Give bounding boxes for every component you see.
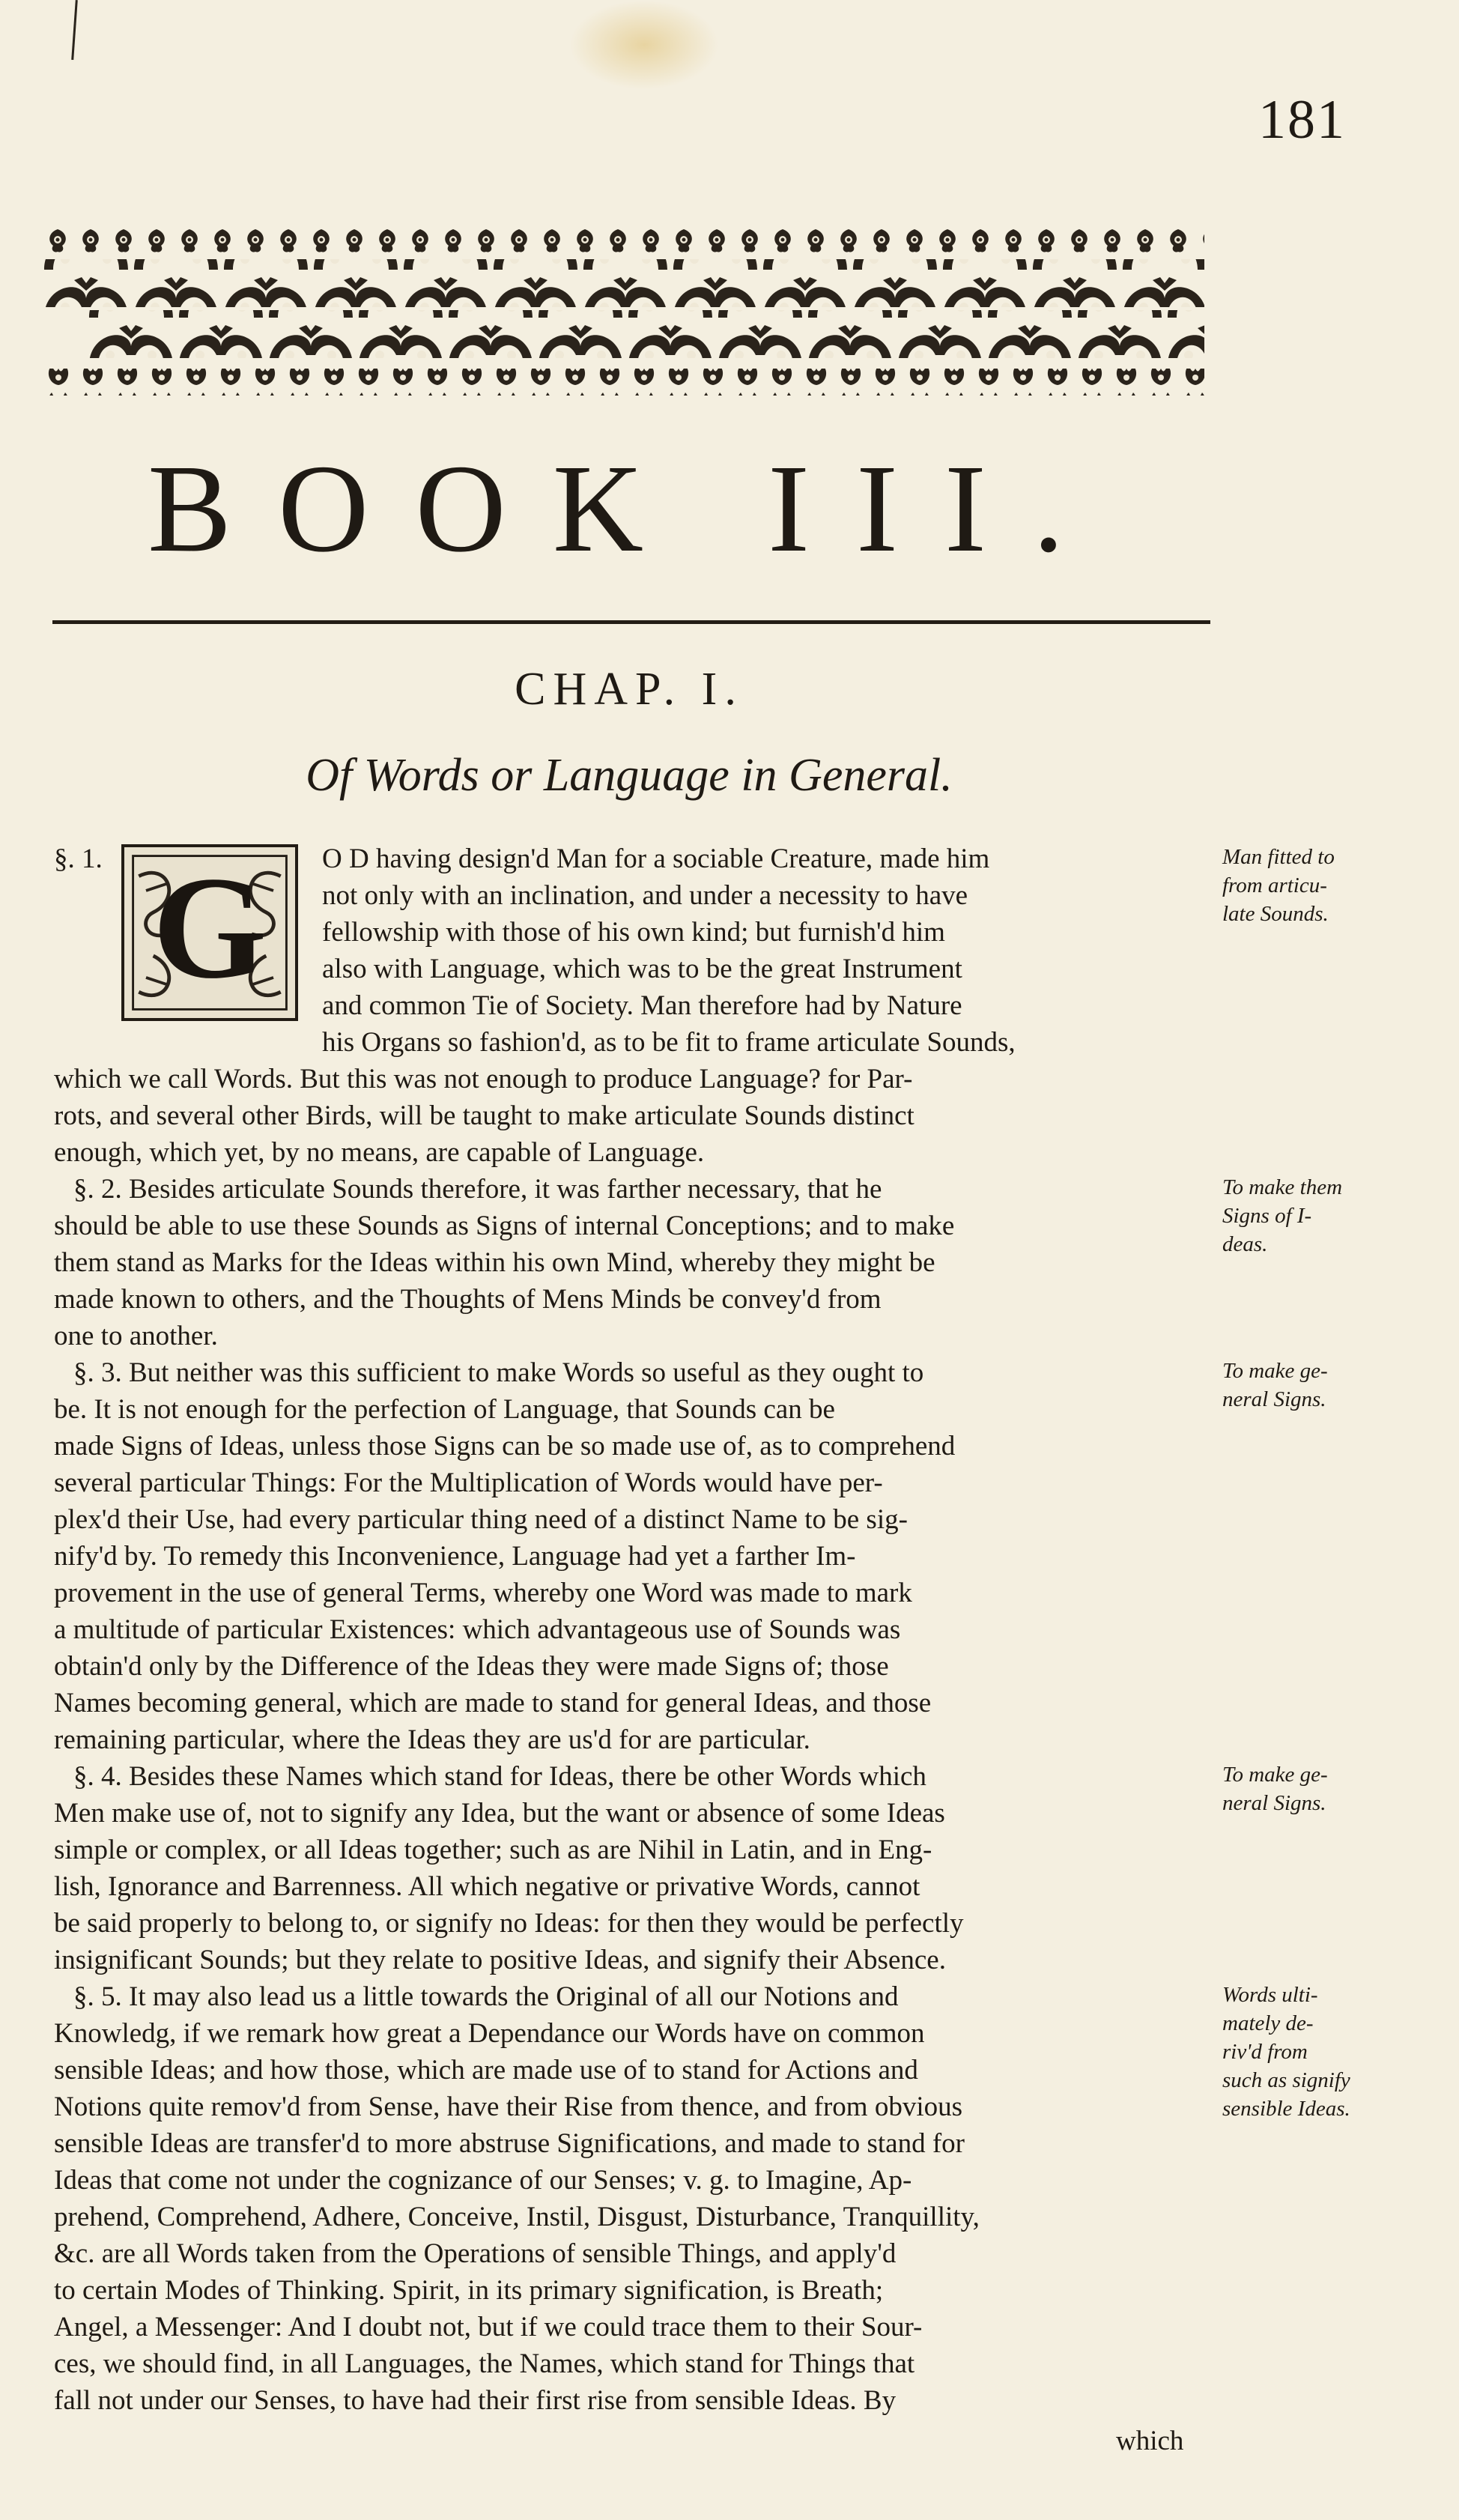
headpiece-ornament <box>41 226 1204 405</box>
margin-note-line: Signs of I- <box>1222 1204 1312 1228</box>
body-line: them stand as Marks for the Ideas within his own Mind, whereby they might be <box>54 1247 935 1278</box>
margin-note-line: late Sounds. <box>1222 902 1329 926</box>
body-line: which we call Words. But this was not enough to produce Language? for Par- <box>54 1064 913 1094</box>
body-line: ces, we should find, in all Languages, the Names, which stand for Things that <box>54 2348 915 2379</box>
body-line: which <box>1116 2426 1184 2456</box>
body-line: prehend, Comprehend, Adhere, Conceive, Instil, Disgust, Disturbance, Tranquillity, <box>54 2202 980 2232</box>
margin-note-line: To make ge- <box>1222 1359 1328 1383</box>
body-line: §. 1. <box>54 843 103 874</box>
drop-cap-initial <box>121 844 298 1021</box>
body-line: several particular Things: For the Multiplication of Words would have per- <box>54 1468 883 1498</box>
margin-note-line: from articu- <box>1222 873 1327 897</box>
margin-note-line: Man fitted to <box>1222 845 1335 869</box>
body-line: Knowledg, if we remark how great a Dependance our Words have on common <box>54 2018 925 2049</box>
margin-note-line: such as signify <box>1222 2068 1350 2092</box>
paper-stain <box>569 0 719 90</box>
body-line: simple or complex, or all Ideas together; such as are Nihil in Latin, and in Eng- <box>54 1835 932 1865</box>
margin-note-line: Words ulti- <box>1222 1983 1318 2007</box>
body-line: and common Tie of Society. Man therefore had by Nature <box>322 990 962 1021</box>
body-line: remaining particular, where the Ideas they are us'd for are particular. <box>54 1724 810 1755</box>
body-line: insignificant Sounds; but they relate to positive Ideas, and signify their Absence. <box>54 1945 946 1975</box>
body-line: plex'd their Use, had every particular thing need of a distinct Name to be sig- <box>54 1504 908 1535</box>
body-line: sensible Ideas are transfer'd to more abstruse Significations, and made to stand for <box>54 2128 965 2159</box>
body-line: his Organs so fashion'd, as to be fit to frame articulate Sounds, <box>322 1027 1016 1058</box>
body-line: one to another. <box>54 1321 218 1351</box>
margin-note-line: sensible Ideas. <box>1222 2097 1350 2121</box>
chapter-heading: CHAP. I. <box>515 664 744 715</box>
body-line: §. 4. Besides these Names which stand for Ideas, there be other Words which <box>73 1761 926 1792</box>
body-line: §. 3. But neither was this sufficient to make Words so useful as they ought to <box>73 1357 924 1388</box>
pen-mark <box>71 0 78 60</box>
body-line: a multitude of particular Existences: which advantageous use of Sounds was <box>54 1614 901 1645</box>
body-line: obtain'd only by the Difference of the Ideas they were made Signs of; those <box>54 1651 889 1682</box>
body-line: Angel, a Messenger: And I doubt not, but if we could trace them to their Sour- <box>54 2312 923 2342</box>
title-rule <box>52 620 1210 624</box>
drop-cap-letter: G <box>152 846 267 1009</box>
body-line: made known to others, and the Thoughts of Mens Minds be convey'd from <box>54 1284 882 1315</box>
book-title: BOOK III. <box>148 439 1111 578</box>
margin-note-line: neral Signs. <box>1222 1387 1326 1411</box>
body-line: §. 5. It may also lead us a little towards the Original of all our Notions and <box>73 1981 899 2012</box>
body-line: to certain Modes of Thinking. Spirit, in its primary signification, is Breath; <box>54 2275 884 2306</box>
body-line: fall not under our Senses, to have had their first rise from sensible Ideas. By <box>54 2385 897 2416</box>
body-line: nify'd by. To remedy this Inconvenience, Language had yet a farther Im- <box>54 1541 856 1572</box>
body-line: also with Language, which was to be the great Instrument <box>322 954 962 984</box>
chapter-title: Of Words or Language in General. <box>306 750 953 801</box>
body-line: Ideas that come not under the cognizance of our Senses; v. g. to Imagine, Ap- <box>54 2165 912 2196</box>
body-line: should be able to use these Sounds as Signs of internal Conceptions; and to make <box>54 1211 955 1241</box>
margin-note-line: To make them <box>1222 1175 1343 1199</box>
body-line: Men make use of, not to signify any Idea, but the want or absence of some Ideas <box>54 1798 945 1829</box>
body-line: Notions quite remov'd from Sense, have their Rise from thence, and from obvious <box>54 2092 963 2122</box>
body-line: &c. are all Words taken from the Operations of sensible Things, and apply'd <box>54 2238 897 2269</box>
body-line: lish, Ignorance and Barrenness. All which negative or privative Words, cannot <box>54 1871 920 1902</box>
body-line: be. It is not enough for the perfection of Language, that Sounds can be <box>54 1394 835 1425</box>
margin-note-line: mately de- <box>1222 2011 1314 2035</box>
body-line: not only with an inclination, and under a necessity to have <box>322 880 968 911</box>
margin-note-line: riv'd from <box>1222 2040 1308 2064</box>
body-line: sensible Ideas; and how those, which are made use of to stand for Actions and <box>54 2055 918 2086</box>
body-line: provement in the use of general Terms, whereby one Word was made to mark <box>54 1578 912 1608</box>
page-number: 181 <box>1258 89 1346 151</box>
body-line: enough, which yet, by no means, are capable of Language. <box>54 1137 705 1168</box>
body-line: rots, and several other Birds, will be taught to make articulate Sounds distinct <box>54 1100 914 1131</box>
margin-note-line: neral Signs. <box>1222 1791 1326 1815</box>
margin-note-line: deas. <box>1222 1232 1268 1256</box>
body-line: fellowship with those of his own kind; but furnish'd him <box>322 917 945 948</box>
body-line: §. 2. Besides articulate Sounds therefore, it was farther necessary, that he <box>73 1174 882 1205</box>
body-line: made Signs of Ideas, unless those Signs can be so made use of, as to comprehend <box>54 1431 956 1462</box>
body-line: O D having design'd Man for a sociable Creature, made him <box>322 843 990 874</box>
body-line: Names becoming general, which are made to stand for general Ideas, and those <box>54 1688 932 1718</box>
body-line: be said properly to belong to, or signify no Ideas: for then they would be perfectly <box>54 1908 964 1939</box>
margin-note-line: To make ge- <box>1222 1763 1328 1787</box>
